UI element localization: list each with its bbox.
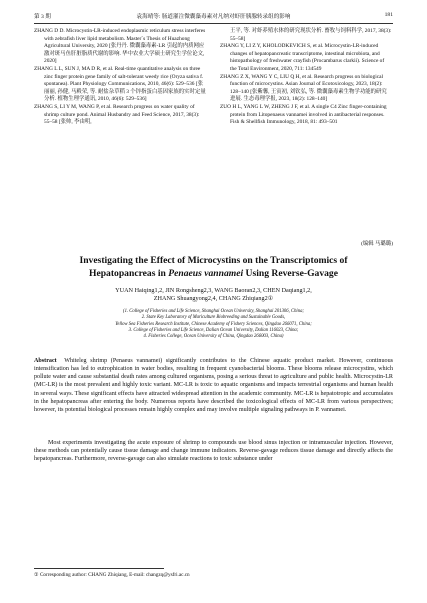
reference-item: ZHANG D D. Microcystin-LR-induced endoplasmic reticulum stress interferes with zebrafish liver lipid metabolism. Master`s Thesis of Huazhong Agricultural University, 2020 [张丹丹. 微囊藻毒素-LR 引起的内质网应激对斑马鱼肝脏脂质代谢的影响. 华中农业大学硕士研究生学位论文, 2020] <box>34 28 206 65</box>
journal-running-title: 袁海晴等: 肠道灌注微囊藻毒素对凡纳对虾肝胰腺转录组的影响 <box>136 14 291 20</box>
references-left-column <box>34 28 206 127</box>
footnote-divider <box>34 568 164 569</box>
abstract-section <box>34 357 393 414</box>
reference-item: ZUO H L, YANG L W, ZHENG J F, et al. A single C4 Zinc finger-containing protein from Litopenaeus vannamei involved in antibacterial responses. Fish & Shellfish Immunology, 2018, 81: 493–501 <box>220 103 387 126</box>
title-line-2: Hepatopancreas in Penaeus vannamei Using Reverse-Gavage <box>89 268 338 279</box>
abstract-label: Abstract <box>34 358 57 364</box>
references-section <box>34 28 393 247</box>
authors-line-2: ZHANG Shuangyong2,4, CHANG Zhiqiang2① <box>153 295 274 302</box>
reference-item: ZHANG Z X, WANG Y C, LIU Q H, et al. Research progress on biological function of microcystins. Asian Journal of Ecotoxicology, 2023, 18(2): 128–140 [张紫馨, 王寅初, 刘钦弘, 等. 微囊藻毒素生物学功能的研究进展. 生态毒理学报, 2023, 18(2): 128–140] <box>220 73 387 103</box>
issue-number: 第 3 期 <box>34 14 51 20</box>
affiliation-line: 3. College of Fisheries and Life Science, Dalian Ocean University, Dalian 116023, China; <box>128 327 299 333</box>
author-list <box>20 287 407 303</box>
reference-item: ZHANG L L, SUN J, MA D R, et al. Real-time quantitative analysis on three zinc finger protein gene family of salt-tolerant weedy rice (Oryza sativa f. spontanea). Plant Physiology Communications, 2010, 46(6): 529–536 [张丽丽, 孙健, 马殿荣, 等. 耐盐杂草稻 3 个锌指蛋白基因家族的实时定量分析. 植物生理学通讯, 2010, 46(6): 529–536] <box>34 65 206 103</box>
species-name: Penaeus vannamei <box>168 268 244 279</box>
title-line-1: Investigating the Effect of Microcystins on the Transcriptomics of <box>79 255 348 266</box>
reference-item: ZHANG Y, LI Z Y, KHOLODKEVICH S, et al. Microcystin-LR-induced changes of hepatopancreatic transcriptome, intestinal microbiota, and histopathology of freshwater crayfish (Procambarus clarkii). Science of the Total Environment, 2020, 711: 134549 <box>220 43 385 72</box>
body-paragraph: Most experiments investigating the acute exposure of shrimp to compounds use blood sinus injection or intramuscular injection. However, these methods can potentially cause tissue damage and change immune indicators. Reverse-gavage reduces tissue damage and directly affects the hepatopancreas. Furthermore, reverse-gavage can also simulate reactions to toxic substance under <box>34 440 393 463</box>
authors-line-1: YUAN Haiqing1,2, JIN Rongsheng2,3, WANG Baoran2,3, CHEN Daqiang1,2, <box>115 287 312 294</box>
reference-item-continued: 王平, 等. 对虾养殖水体的研究现状分析. 畜牧与饲料科学, 2017, 38(3): 55–58] <box>230 28 392 42</box>
affiliation-line: (1. College of Fisheries and Life Science, Shanghai Ocean University, Shanghai 201306, China; <box>123 309 304 314</box>
references-right-column <box>220 28 392 127</box>
affiliation-line: Yellow Sea Fisheries Research Institute, Chinese Academy of Fishery Sciences, Qingdao 266071, China; <box>115 321 312 327</box>
reference-item: ZHANG S, LI Y M, WANG P, et al. Research progress on water quality of shrimp culture pond. Animal Husbandry and Feed Science, 2017, 38(3): 55–58 [张帅, 李由明, <box>34 103 200 126</box>
header-divider <box>34 23 393 24</box>
abstract-text: Whiteleg shrimp (Penaeus vannamei) significantly contributes to the Chinese aquatic product market. However, continuous intensification has led to eutrophication in water bodies, resulting in frequent cyanobacterial blooms. These blooms release microcystins, which pollute water and cause substantial death rates among cultured organisms, posing a serious threat to agriculture and public health. Microcystin-LR (MC-LR) is the most prevalent and highly toxic variant. MC-LR is toxic to aquatic organisms and impacts terrestrial organisms and human health in several ways. These significant effects have attracted widespread attention in the academic community. MC-LR is hepatotropic and accumulates in the hepatopancreas after entering the body. Numerous reports have described the toxicological effects of MC-LR from various perspectives; however, its potential biological processes remain highly complex and may involve multiple signaling pathways in P. vannamei. <box>34 358 393 413</box>
editor-note: (编辑 马璐璐) <box>361 241 393 247</box>
corresponding-author-footnote: ① Corresponding author: CHANG Zhiqiang, E-mail: changzq@ysfri.ac.cn <box>34 572 190 578</box>
article-title <box>20 254 407 280</box>
page-number: 181 <box>384 12 393 18</box>
running-header <box>34 12 393 23</box>
affiliation-line: 4. Fisheries College, Ocean University of China, Qingdao 266003, China) <box>143 334 284 340</box>
affiliations <box>20 309 407 340</box>
affiliation-line: 2. State Key Laboratory of Mariculture Biobreeding and Sustainable Goods, <box>141 315 286 321</box>
